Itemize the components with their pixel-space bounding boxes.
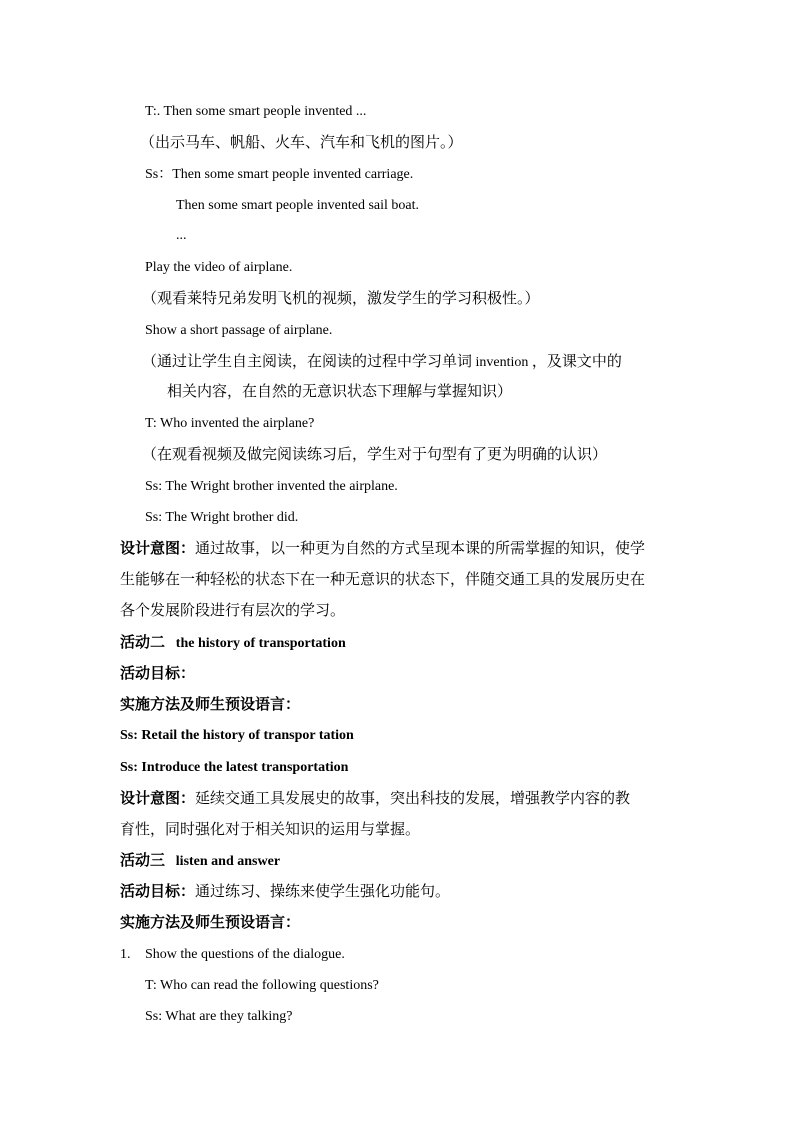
design-intent-2-text: 延续交通工具发展史的故事，突出科技的发展，增强教学内容的教 [195, 789, 631, 807]
list-number-1: 1. [120, 947, 131, 962]
activity-two-heading [120, 635, 346, 651]
activity-three-method-label: 实施方法及师生预设语言： [120, 913, 301, 931]
teacher-question-airplane: T: Who invented the airplane? [145, 416, 315, 431]
design-intent-text: 通过故事，以一种更为自然的方式呈现本课的所需掌握的知识，使学 [195, 539, 646, 557]
note-reading-part-1: （通过让学生自主阅读，在阅读的过程中学习单词 [142, 352, 473, 370]
students-line-carriage: Ss：Then some smart people invented carriage. [145, 167, 414, 182]
note-video: （观看莱特兄弟发明飞机的视频，激发学生的学习积极性。） [142, 289, 540, 307]
note-reading-line-1 [142, 354, 622, 370]
activity-three-goal-text: 通过练习、操练来使学生强化功能句。 [195, 882, 451, 900]
design-intent-1-line-3: 各个发展阶段进行有层次的学习。 [120, 601, 346, 619]
activity-three-goal-line [120, 884, 450, 899]
activity-three-goal-label: 活动目标： [120, 882, 196, 900]
activity-two-retail-line: Ss: Retail the history of transpor tation [120, 728, 354, 743]
show-passage-line: Show a short passage of airplane. [145, 323, 333, 338]
students-answer-1: Ss: The Wright brother invented the airplane. [145, 479, 398, 494]
design-intent-2-line-2: 育性，同时强化对于相关知识的运用与掌握。 [120, 820, 421, 838]
note-reading-part-2: ，及课文中的 [531, 352, 622, 370]
design-intent-1-line-1 [120, 541, 645, 556]
note-after-video: （在观看视频及做完阅读练习后，学生对于句型有了更为明确的认识） [142, 445, 608, 463]
note-reading-line-2: 相关内容，在自然的无意识状态下理解与掌握知识） [167, 382, 513, 400]
note-reading-word: invention [472, 355, 532, 370]
activity-two-title: the history of transportation [175, 636, 346, 651]
activity-three-label: 活动三 [120, 851, 166, 869]
students-line-sail-boat: Then some smart people invented sail boat. [176, 198, 419, 213]
show-questions-line: Show the questions of the dialogue. [145, 947, 345, 962]
teacher-read-questions: T: Who can read the following questions? [145, 978, 379, 993]
design-intent-2-label: 设计意图： [120, 789, 196, 807]
activity-three-title: listen and answer [175, 854, 281, 869]
activity-three-heading [120, 853, 280, 869]
note-show-pictures: （出示马车、帆船、火车、汽车和飞机的图片。） [140, 133, 463, 151]
ellipsis-line: ... [176, 228, 187, 243]
design-intent-2-line-1 [120, 791, 630, 806]
design-intent-1-line-2: 生能够在一种轻松的状态下在一种无意识的状态下，伴随交通工具的发展历史在 [120, 570, 646, 588]
design-intent-label: 设计意图： [120, 539, 196, 557]
activity-two-label: 活动二 [120, 633, 166, 651]
students-answer-2: Ss: The Wright brother did. [145, 510, 299, 525]
play-video-line: Play the video of airplane. [145, 260, 293, 275]
activity-two-introduce-line: Ss: Introduce the latest transportation [120, 760, 349, 775]
students-what-talking: Ss: What are they talking? [145, 1009, 293, 1024]
activity-two-goal-label: 活动目标： [120, 664, 196, 682]
teacher-line-invented: T:. Then some smart people invented ... [145, 104, 367, 119]
activity-two-method-label: 实施方法及师生预设语言： [120, 695, 301, 713]
